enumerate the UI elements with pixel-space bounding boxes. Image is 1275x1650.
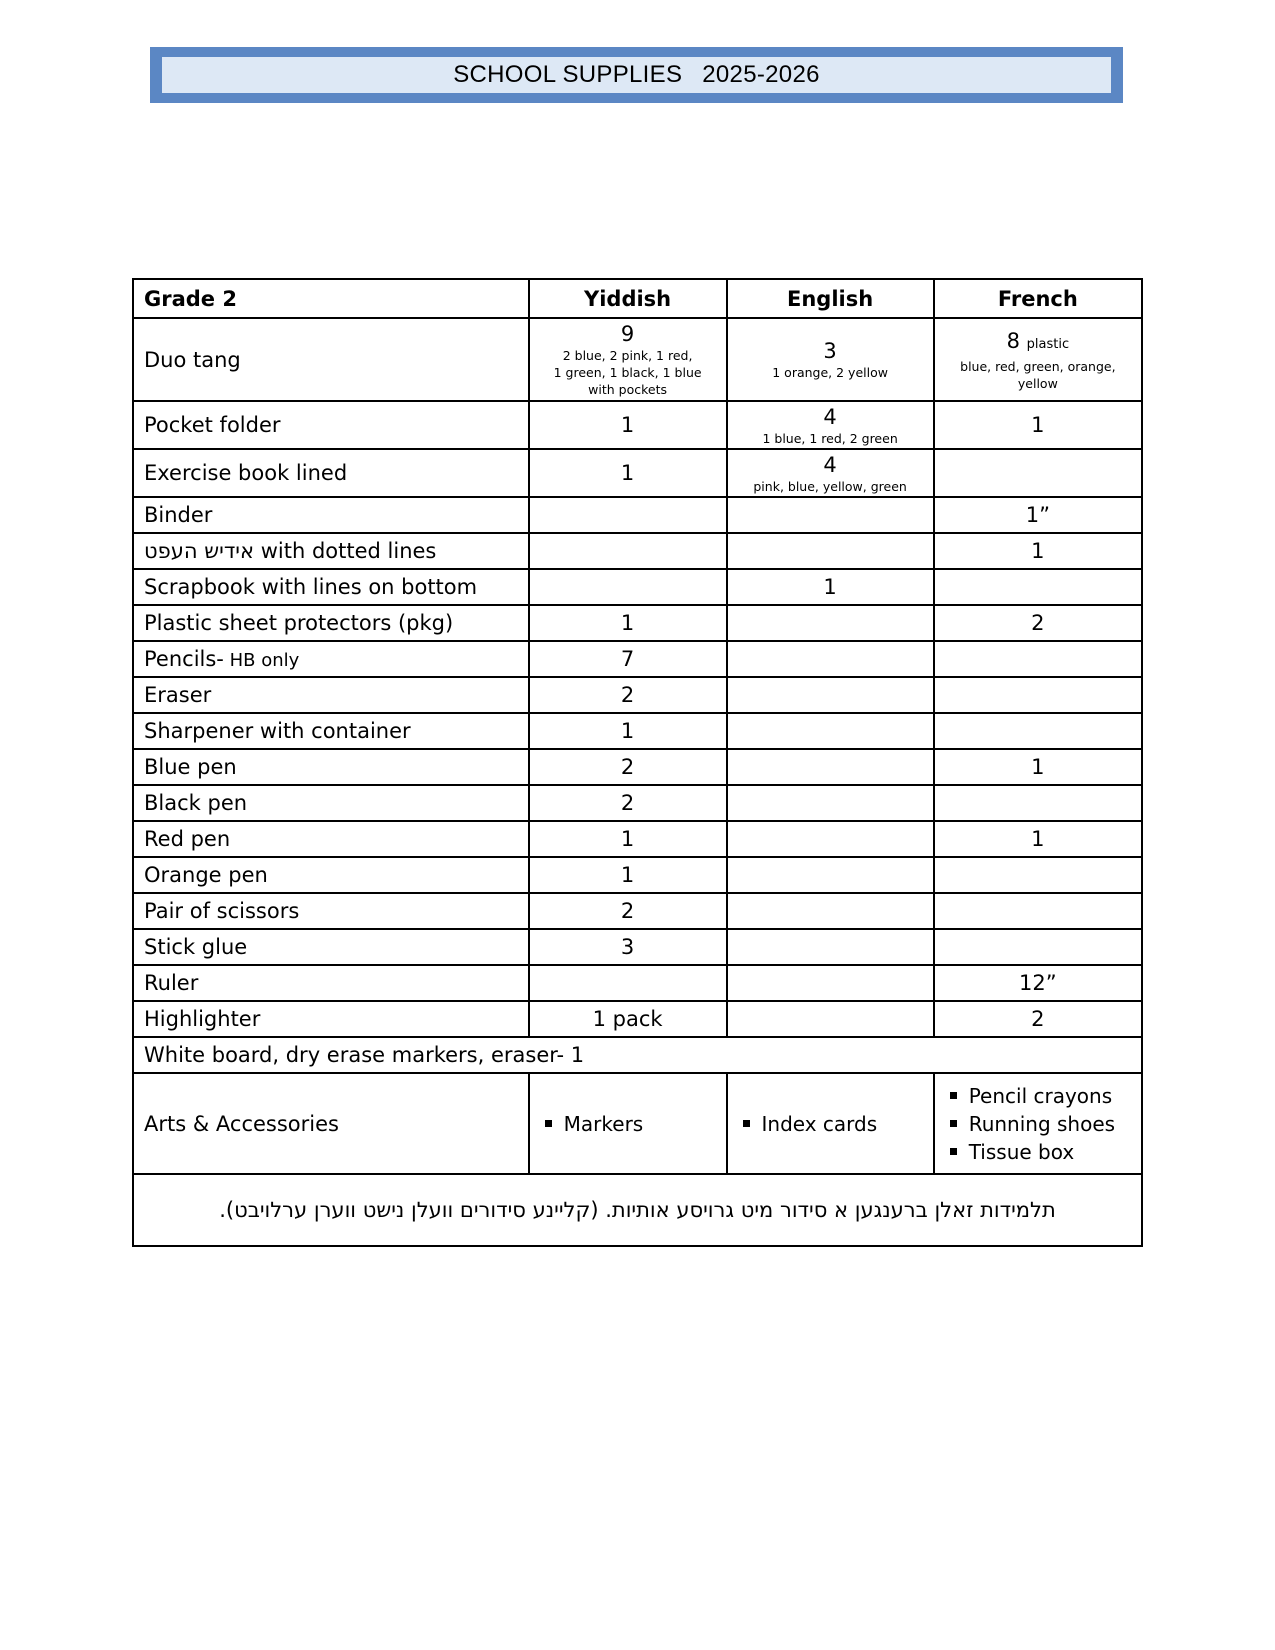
accessories-label: Arts & Accessories	[133, 1073, 529, 1174]
item-name: Blue pen	[133, 749, 529, 785]
yiddish-cell: 2	[529, 677, 727, 713]
yiddish-cell: 1	[529, 713, 727, 749]
english-cell	[727, 677, 934, 713]
item-name: Ruler	[133, 965, 529, 1001]
table-row	[133, 497, 1142, 533]
detail: 1 orange, 2 yellow	[772, 365, 888, 380]
item-name: Pair of scissors	[133, 893, 529, 929]
accessory-label: Tissue box	[968, 1139, 1075, 1164]
list-item	[945, 1138, 1131, 1166]
accessory-list	[540, 1110, 716, 1138]
yiddish-accessories	[529, 1073, 727, 1174]
list-item	[738, 1110, 923, 1138]
french-cell	[934, 893, 1142, 929]
item-name: Sharpener with container	[133, 713, 529, 749]
french-cell: 2	[934, 605, 1142, 641]
detail: 1 blue, 1 red, 2 green	[762, 430, 898, 446]
accessory-label: Index cards	[761, 1111, 878, 1136]
item-name: Plastic sheet protectors (pkg)	[133, 605, 529, 641]
table-row	[133, 749, 1142, 785]
detail: pink, blue, yellow, green	[753, 478, 907, 494]
table-row	[133, 785, 1142, 821]
table-row	[133, 605, 1142, 641]
yiddish-cell	[529, 533, 727, 569]
item-name: Scrapbook with lines on bottom	[133, 569, 529, 605]
yiddish-cell	[529, 497, 727, 533]
yiddish-cell: 2	[529, 749, 727, 785]
english-accessories	[727, 1073, 934, 1174]
table-row	[133, 677, 1142, 713]
yiddish-cell: 2	[529, 785, 727, 821]
english-cell	[727, 318, 934, 401]
english-cell: 1	[727, 569, 934, 605]
table-row	[133, 533, 1142, 569]
english-cell	[727, 965, 934, 1001]
list-item	[945, 1082, 1131, 1110]
yiddish-cell: 1	[529, 605, 727, 641]
yiddish-cell: 1 pack	[529, 1001, 727, 1037]
item-name: Eraser	[133, 677, 529, 713]
english-cell	[727, 857, 934, 893]
french-cell: 12”	[934, 965, 1142, 1001]
french-cell	[934, 857, 1142, 893]
yiddish-cell	[529, 318, 727, 401]
french-accessories	[934, 1073, 1142, 1174]
item-name	[133, 533, 529, 569]
english-cell	[727, 449, 934, 497]
title-banner	[150, 47, 1123, 103]
french-cell: 2	[934, 1001, 1142, 1037]
item-name-main: Pencils-	[144, 647, 224, 671]
yiddish-cell: 1	[529, 449, 727, 497]
detail: plastic	[1026, 336, 1070, 352]
table-row	[133, 641, 1142, 677]
french-cell	[934, 713, 1142, 749]
item-name-suffix: with dotted lines	[254, 539, 437, 563]
english-cell	[727, 401, 934, 449]
title-bar	[162, 57, 1111, 93]
siddur-note: תלמידות זאלן ברענגען א סידור מיט גרויסע אותיות. (קליינע סידורים וועלן נישט ווערן ערלויבט).	[133, 1174, 1142, 1246]
accessory-label: Running shoes	[968, 1111, 1116, 1136]
bullet-icon	[950, 1092, 957, 1099]
french-cell	[934, 641, 1142, 677]
english-cell	[727, 821, 934, 857]
table-row	[133, 401, 1142, 449]
detail: 1 green, 1 black, 1 blue with pockets	[553, 365, 702, 397]
quantity-line	[945, 328, 1131, 358]
quantity: 8	[1006, 328, 1020, 353]
table-row	[133, 569, 1142, 605]
english-cell	[727, 641, 934, 677]
french-cell: 1	[934, 749, 1142, 785]
table-row	[133, 713, 1142, 749]
item-name: Exercise book lined	[133, 449, 529, 497]
item-name: Stick glue	[133, 929, 529, 965]
english-cell	[727, 605, 934, 641]
table-row	[133, 318, 1142, 401]
item-name	[133, 641, 529, 677]
item-name: Pocket folder	[133, 401, 529, 449]
item-name: Red pen	[133, 821, 529, 857]
item-name-hebrew: אידיש העפט	[144, 539, 255, 563]
english-cell	[727, 1001, 934, 1037]
english-cell	[727, 785, 934, 821]
supplies-table	[132, 278, 1143, 1247]
item-name: Orange pen	[133, 857, 529, 893]
french-cell	[934, 318, 1142, 401]
english-cell	[727, 749, 934, 785]
yiddish-cell: 1	[529, 857, 727, 893]
column-header-yiddish: Yiddish	[529, 279, 727, 318]
quantity: 9	[620, 322, 635, 346]
header-row	[133, 279, 1142, 318]
table-row	[133, 821, 1142, 857]
detail: blue, red, green, orange, yellow	[960, 358, 1116, 391]
english-cell	[727, 893, 934, 929]
school-year: 2025-2026	[702, 61, 820, 88]
english-cell	[727, 713, 934, 749]
column-header-french: French	[934, 279, 1142, 318]
accessory-label: Pencil crayons	[968, 1083, 1113, 1108]
english-cell	[727, 929, 934, 965]
column-header-english: English	[727, 279, 934, 318]
column-header-grade: Grade 2	[133, 279, 529, 318]
item-name: Binder	[133, 497, 529, 533]
quantity: 4	[823, 452, 837, 477]
english-cell	[727, 533, 934, 569]
table-row	[133, 1001, 1142, 1037]
item-name: Duo tang	[133, 318, 529, 401]
bullet-icon	[743, 1120, 750, 1127]
table-row	[133, 857, 1142, 893]
accessory-list	[738, 1110, 923, 1138]
list-item	[945, 1110, 1131, 1138]
bullet-icon	[950, 1148, 957, 1155]
french-cell	[934, 785, 1142, 821]
yiddish-cell: 2	[529, 893, 727, 929]
detail: 2 blue, 2 pink, 1 red,	[562, 348, 693, 363]
bullet-icon	[545, 1120, 552, 1127]
note-row	[133, 1174, 1142, 1246]
list-item	[540, 1110, 716, 1138]
item-name: Black pen	[133, 785, 529, 821]
bullet-icon	[950, 1120, 957, 1127]
table-row	[133, 929, 1142, 965]
yiddish-cell: 1	[529, 821, 727, 857]
french-cell	[934, 449, 1142, 497]
french-cell: 1”	[934, 497, 1142, 533]
accessory-label: Markers	[563, 1111, 644, 1136]
french-cell	[934, 929, 1142, 965]
quantity: 4	[823, 404, 837, 429]
quantity: 3	[823, 339, 837, 363]
item-name-detail: HB only	[223, 650, 300, 671]
page-title: SCHOOL SUPPLIES	[453, 61, 683, 88]
french-cell	[934, 677, 1142, 713]
french-cell: 1	[934, 821, 1142, 857]
accessory-list	[945, 1082, 1131, 1166]
item-name: Highlighter	[133, 1001, 529, 1037]
accessories-row	[133, 1073, 1142, 1174]
french-cell	[934, 569, 1142, 605]
table-row	[133, 1037, 1142, 1073]
whiteboard-row: White board, dry erase markers, eraser- 1	[133, 1037, 1142, 1073]
yiddish-cell: 7	[529, 641, 727, 677]
yiddish-cell	[529, 965, 727, 1001]
french-cell: 1	[934, 401, 1142, 449]
yiddish-cell: 1	[529, 401, 727, 449]
english-cell	[727, 497, 934, 533]
table-row	[133, 449, 1142, 497]
table-row	[133, 893, 1142, 929]
yiddish-cell	[529, 569, 727, 605]
french-cell: 1	[934, 533, 1142, 569]
table-row	[133, 965, 1142, 1001]
yiddish-cell: 3	[529, 929, 727, 965]
